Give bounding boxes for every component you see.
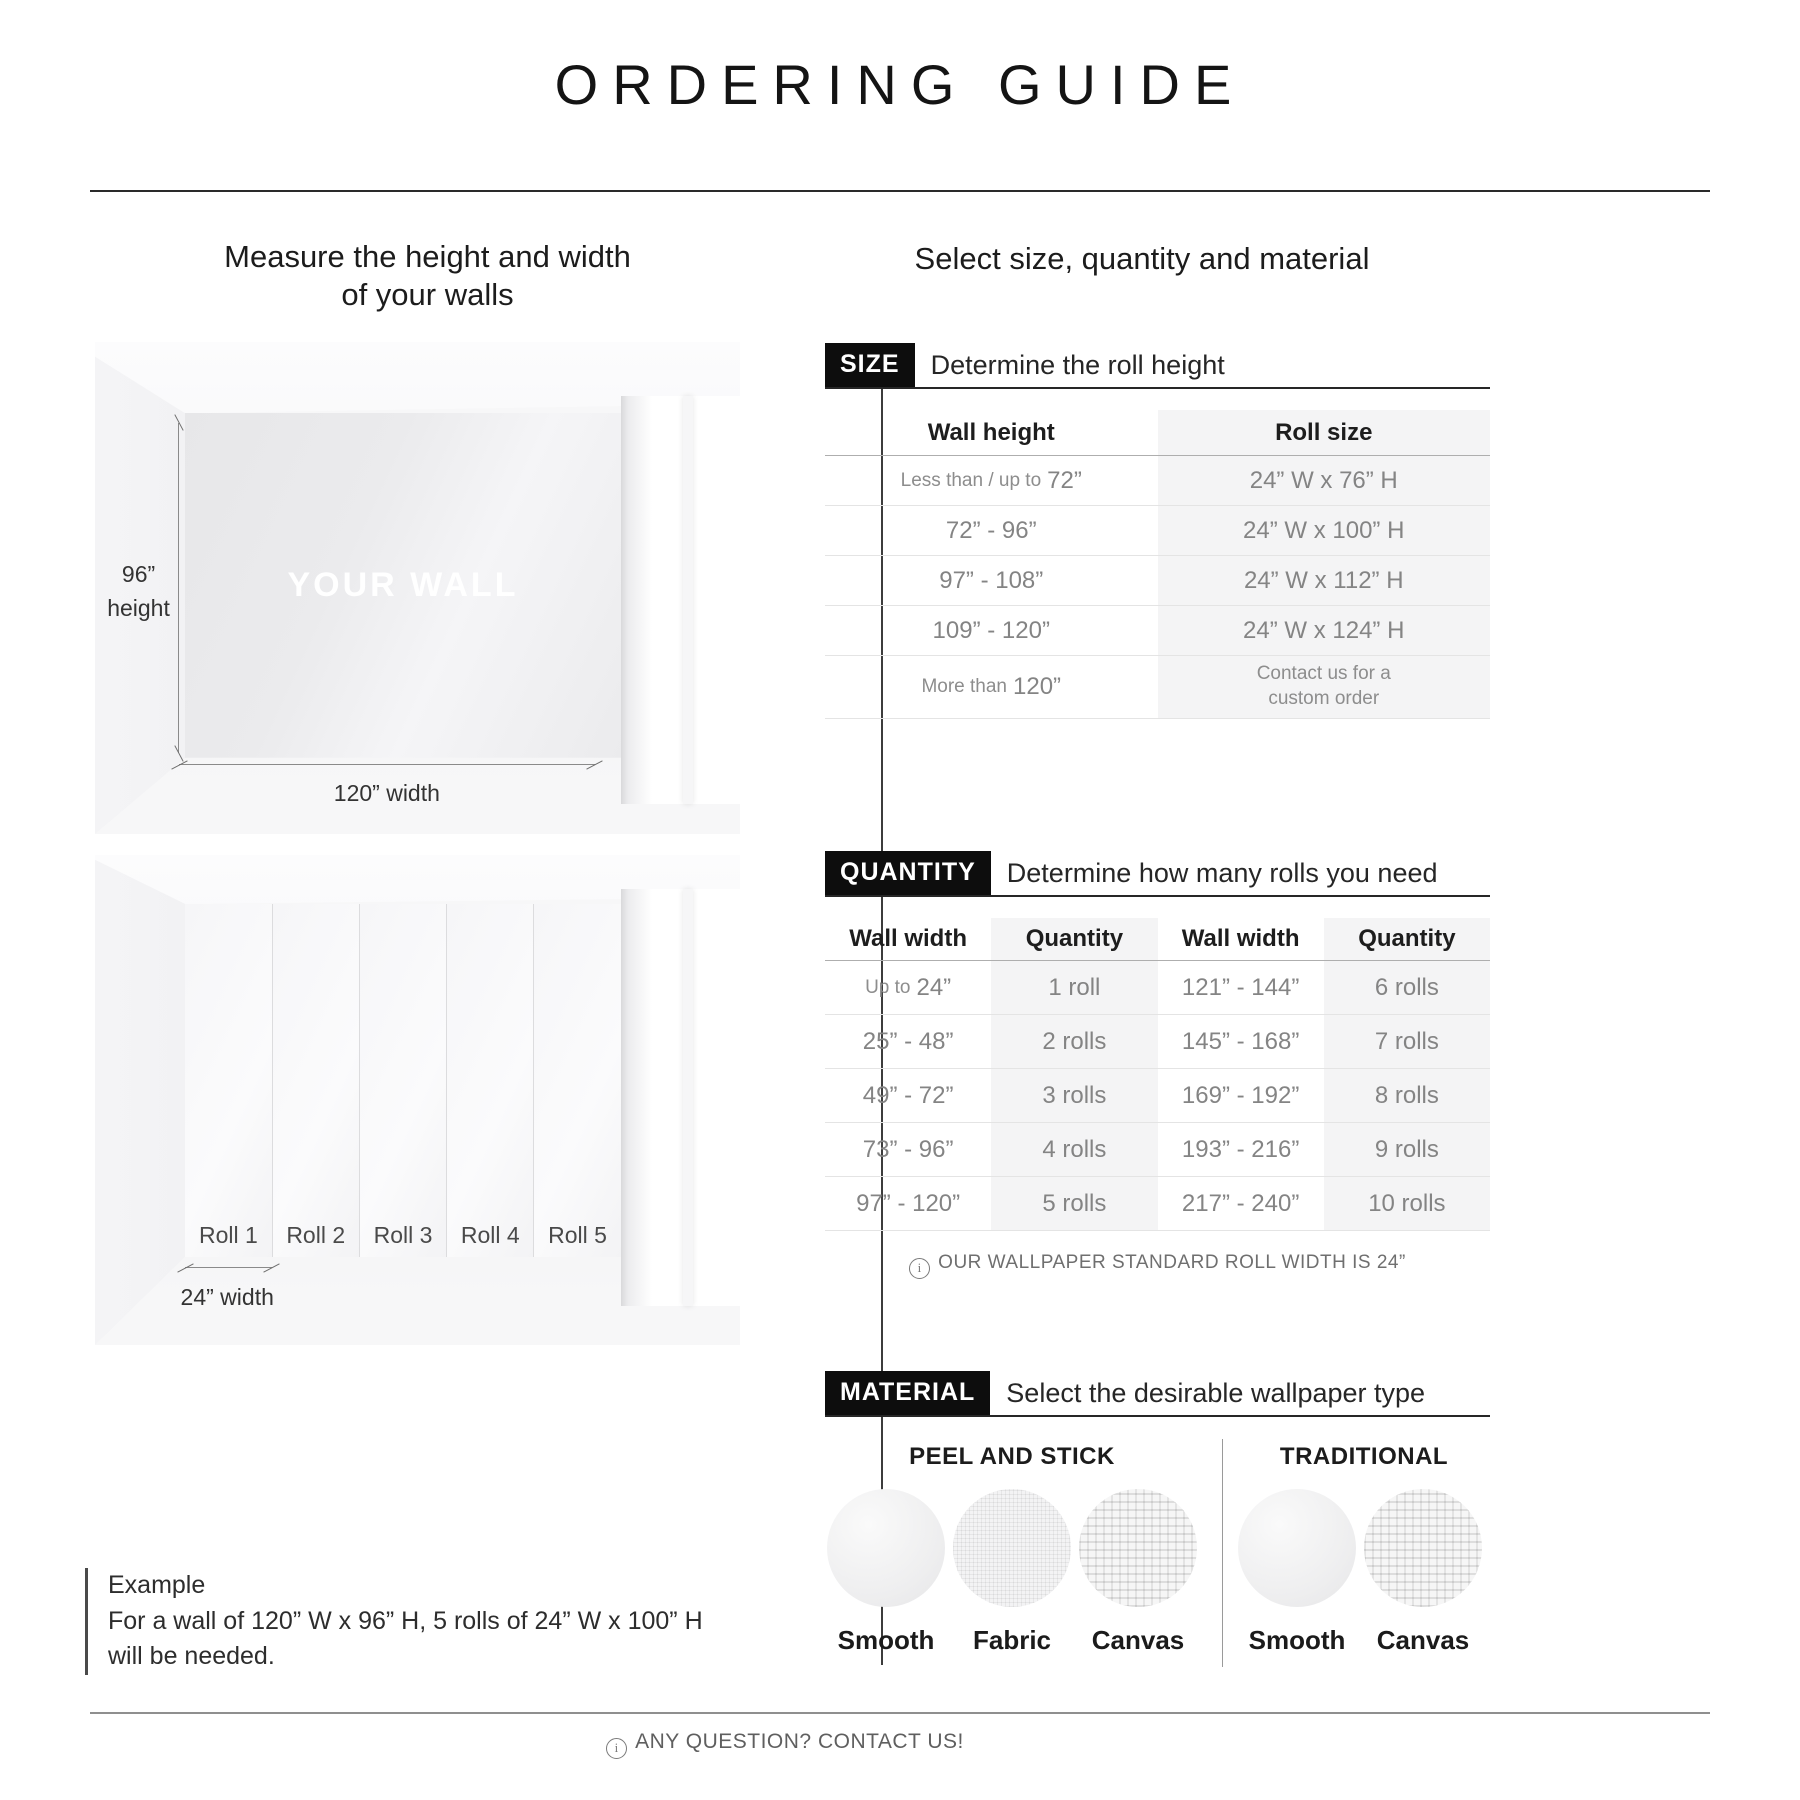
quantity-header: Quantity <box>991 918 1157 960</box>
size-table <box>825 410 1490 719</box>
swatch-label: Smooth <box>837 1625 935 1655</box>
peel-and-stick-title: PEEL AND STICK <box>909 1443 1115 1470</box>
wall-width-cell: 217” - 240” <box>1181 1189 1300 1217</box>
canvas-texture-circle <box>1079 1489 1197 1607</box>
material-tag: MATERIAL <box>825 1371 990 1415</box>
info-icon: i <box>909 1258 930 1279</box>
size-section-header <box>825 343 1490 389</box>
swatch-peel-smooth <box>823 1489 949 1656</box>
quantity-cell: 5 rolls <box>991 1177 1157 1230</box>
size-subtitle: Determine the roll height <box>930 349 1225 380</box>
quantity-table-header-row <box>825 918 1490 961</box>
size-table-header-row <box>825 410 1490 456</box>
wall-width-cell: 121” - 144” <box>1181 973 1300 1001</box>
roll-size-cell: Contact us for a custom order <box>1158 656 1491 718</box>
quantity-table-row <box>825 1177 1490 1231</box>
width-measure-line <box>179 764 595 765</box>
wall-width-cell: 193” - 216” <box>1181 1135 1300 1163</box>
wall-height-header: Wall height <box>927 418 1055 446</box>
roll-size-cell: 24” W x 124” H <box>1158 606 1491 655</box>
height-label <box>95 558 182 625</box>
swatch-label: Fabric <box>972 1625 1052 1655</box>
your-wall-label: YOUR WALL <box>287 566 519 605</box>
quantity-cell: 7 rolls <box>1324 1015 1490 1068</box>
size-table-row <box>825 656 1490 719</box>
material-group-divider <box>1222 1439 1223 1667</box>
fabric-texture-circle <box>953 1489 1071 1607</box>
wall-width-cell: 169” - 192” <box>1181 1081 1300 1109</box>
roll-panel <box>447 904 534 1257</box>
size-table-row <box>825 556 1490 606</box>
wall-width-cell: 97” - 120” <box>856 1189 961 1217</box>
example-line1: For a wall of 120” W x 96” H, 5 rolls of 24” W x 100” H <box>108 1606 703 1635</box>
wall-width-header: Wall width <box>1181 925 1300 952</box>
quantity-table-row <box>825 961 1490 1015</box>
quantity-table-row <box>825 1123 1490 1177</box>
roll-panel-label: Roll 1 <box>199 1221 258 1248</box>
swatch-traditional-canvas <box>1360 1489 1486 1656</box>
example-line2: will be needed. <box>108 1642 275 1670</box>
size-table-row <box>825 506 1490 556</box>
measure-heading <box>90 238 765 314</box>
wall-height-cell: More than 120” <box>921 673 1062 700</box>
material-swatches <box>825 1437 1490 1672</box>
quantity-cell: 8 rolls <box>1324 1069 1490 1122</box>
smooth-texture-circle <box>827 1489 945 1607</box>
roll-panel-label: Roll 5 <box>548 1221 607 1248</box>
roll-panel-label: Roll 3 <box>373 1221 433 1248</box>
wall-width-cell: 25” - 48” <box>862 1027 954 1055</box>
material-section-header <box>825 1371 1490 1417</box>
wall-width-header: Wall width <box>849 925 967 952</box>
quantity-table-row <box>825 1015 1490 1069</box>
roll-width-measure-line <box>185 1267 272 1268</box>
footer-divider <box>90 1712 1710 1714</box>
roll-size-header: Roll size <box>1158 410 1491 455</box>
roll-panel <box>273 904 360 1257</box>
quantity-section-header <box>825 851 1490 897</box>
example-block <box>85 1568 758 1675</box>
quantity-cell: 6 rolls <box>1324 961 1490 1014</box>
measure-heading-line1: Measure the height and width <box>224 239 631 274</box>
swatch-peel-canvas <box>1075 1489 1201 1656</box>
swatch-label: Smooth <box>1248 1625 1346 1655</box>
roll-width-label: 24” width <box>180 1283 274 1310</box>
swatch-traditional-smooth <box>1234 1489 1360 1656</box>
wall-width-cell: 145” - 168” <box>1181 1027 1300 1055</box>
footer-contact-note: i ANY QUESTION? CONTACT US! <box>90 1730 1480 1759</box>
quantity-cell: 1 roll <box>991 961 1157 1014</box>
select-heading: Select size, quantity and material <box>914 241 1370 276</box>
size-table-row <box>825 606 1490 656</box>
roll-panel <box>360 904 447 1257</box>
wall-width-cell: Up to 24” <box>865 973 952 1001</box>
roll-size-cell: 24” W x 76” H <box>1158 456 1491 505</box>
wall-height-cell: Less than / up to 72” <box>900 466 1082 494</box>
header-divider <box>90 190 1710 192</box>
room-illustration-rolls <box>95 855 740 1345</box>
height-word: height <box>107 594 170 621</box>
roll-panel-label: Roll 4 <box>460 1221 520 1248</box>
roll-panel <box>185 904 272 1257</box>
example-title: Example <box>108 1571 206 1599</box>
quantity-table-row <box>825 1069 1490 1123</box>
wall-height-cell: 72” - 96” <box>945 516 1037 544</box>
quantity-subtitle: Determine how many rolls you need <box>1006 857 1438 888</box>
room2-window <box>621 889 740 1306</box>
size-tag: SIZE <box>825 343 915 387</box>
wallpaper-roll-panels <box>185 904 620 1257</box>
quantity-table <box>825 918 1490 1231</box>
width-label: 120” width <box>333 779 440 806</box>
roll-panel <box>534 904 620 1257</box>
wall-width-cell: 73” - 96” <box>862 1135 954 1163</box>
quantity-tag: QUANTITY <box>825 851 991 895</box>
roll-panel-label: Roll 2 <box>286 1221 346 1248</box>
quantity-header: Quantity <box>1324 918 1490 960</box>
info-icon: i <box>606 1738 627 1759</box>
swatch-label: Canvas <box>1376 1625 1470 1655</box>
quantity-cell: 2 rolls <box>991 1015 1157 1068</box>
room1-window-frame <box>683 396 694 804</box>
swatch-label: Canvas <box>1091 1625 1185 1655</box>
page-title: ORDERING GUIDE <box>554 53 1246 116</box>
room-illustration-height <box>95 342 740 834</box>
smooth-texture-circle <box>1238 1489 1356 1607</box>
roll-size-cell: 24” W x 112” H <box>1158 556 1491 605</box>
measure-heading-line2: of your walls <box>341 276 514 312</box>
wall-width-cell: 49” - 72” <box>862 1081 954 1109</box>
wall-height-cell: 97” - 108” <box>939 566 1044 594</box>
roll-size-cell: 24” W x 100” H <box>1158 506 1491 555</box>
quantity-cell: 10 rolls <box>1324 1177 1490 1230</box>
roll-width-note: i OUR WALLPAPER STANDARD ROLL WIDTH IS 24” <box>825 1252 1490 1279</box>
quantity-cell: 9 rolls <box>1324 1123 1490 1176</box>
swatch-peel-fabric <box>949 1489 1075 1656</box>
room1-window <box>621 396 740 804</box>
wall-height-cell: 109” - 120” <box>932 616 1050 644</box>
canvas-texture-circle <box>1364 1489 1482 1607</box>
material-subtitle: Select the desirable wallpaper type <box>1006 1377 1426 1408</box>
size-table-row <box>825 456 1490 506</box>
room2-window-frame <box>683 889 694 1306</box>
traditional-title: TRADITIONAL <box>1279 1443 1449 1470</box>
height-value: 96” <box>121 561 156 588</box>
quantity-cell: 4 rolls <box>991 1123 1157 1176</box>
quantity-cell: 3 rolls <box>991 1069 1157 1122</box>
